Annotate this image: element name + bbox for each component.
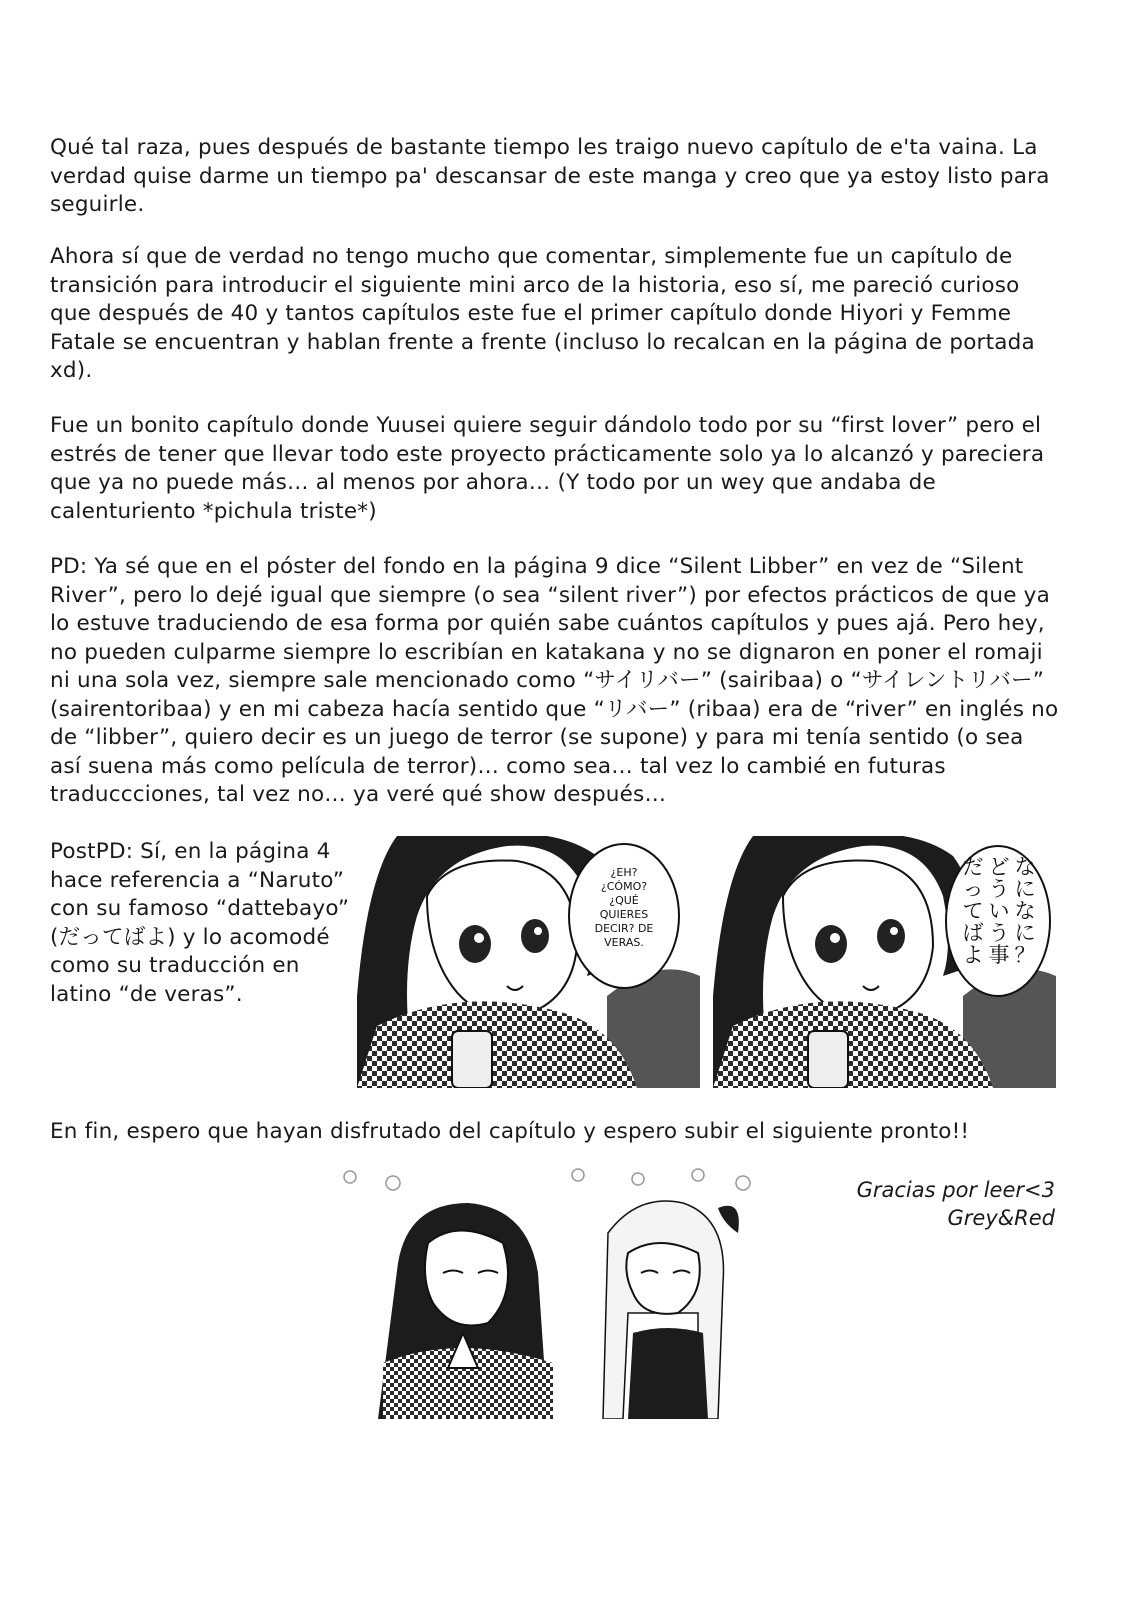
intro-paragraph: Qué tal raza, pues después de bastante tiempo les traigo nuevo capítulo de e'ta vaina. La verdad quise darme un tiempo pa' descansar de este manga y creo que ya estoy listo para seguirle. (50, 135, 1050, 217)
bubble-line: ¿EH? (610, 866, 638, 879)
bubble-column: どういう事 (988, 855, 1010, 967)
thanks-line: Gracias por leer<3 (856, 1178, 1055, 1202)
bubble-column: だってばよ (962, 855, 984, 967)
bubble-line: ¿QUÉ (609, 894, 639, 907)
credits-line: Grey&Red (947, 1206, 1055, 1230)
pd-note-paragraph: PD: Ya sé que en el póster del fondo en la página 9 dice “Silent Libber” en vez de “Silent River”, pero lo dejé igual que siempre (o sea “silent river”) por efectos prácticos de que ya lo estuve traduciendo de esa forma por quién sabe cuántos capítulos y pues ajá. Pero hey, no pueden culparme siempre lo escribían en katakana y no se dignaron en poner el romaji ni una sola vez, siempre sale mencionado como “サイリバー” (sairibaa) o “サイレントリバー” (sairentoribaa) y en mi cabeza hacía sentido que “リバー” (ribaa) era de “river” en inglés no de “libber”, quiero decir es un juego de terror (se supone) y para mi tenía sentido (o sea así suena más como película de terror)… como sea… tal vez lo cambié en futuras traduccciones, tal vez no… ya veré qué show después… (50, 554, 1059, 807)
manga-panel-japanese-art (713, 836, 1056, 1088)
bubble-line: ¿CÓMO? (600, 880, 648, 893)
closing-paragraph: En fin, espero que hayan disfrutado del capítulo y espero subir el siguiente pronto!! (50, 1119, 970, 1144)
manga-panel-spanish (357, 836, 700, 1088)
bubble-column: なになに？ (1014, 855, 1036, 967)
characters-illustration-art (338, 1163, 798, 1419)
bubble-line: QUIERES (599, 908, 649, 921)
chapter-summary-paragraph: Fue un bonito capítulo donde Yuusei quiere seguir dándolo todo por su “first lover” pero el estrés de tener que llevar todo este proyecto prácticamente solo ya lo alcanzó y pareciera que ya no puede más… al menos por ahora… (Y todo por un wey que andaba de calenturiento *pichula triste*) (50, 413, 1045, 524)
thanks-signature (857, 1176, 1055, 1232)
postpd-note-paragraph: PostPD: Sí, en la página 4 hace referencia a “Naruto” con su famoso “dattebayo” (だってばよ) y lo acomodé como su traducción en latino “de veras”. (50, 839, 350, 1007)
manga-panel-japanese (713, 836, 1056, 1088)
bubble-line: DECIR? DE (594, 922, 654, 935)
bubble-line: VERAS. (604, 936, 644, 949)
manga-panel-spanish-art (357, 836, 700, 1088)
speech-bubble-japanese (963, 855, 1036, 967)
chapter-comment-paragraph: Ahora sí que de verdad no tengo mucho que comentar, simplemente fue un capítulo de transición para introducir el siguiente mini arco de la historia, eso sí, me pareció curioso que después de 40 y tantos capítulos este fue el primer capítulo donde Hiyori y Femme Fatale se encuentran y hablan frente a frente (incluso lo recalcan en la página de portada xd). (50, 244, 1035, 383)
characters-illustration (338, 1163, 798, 1419)
